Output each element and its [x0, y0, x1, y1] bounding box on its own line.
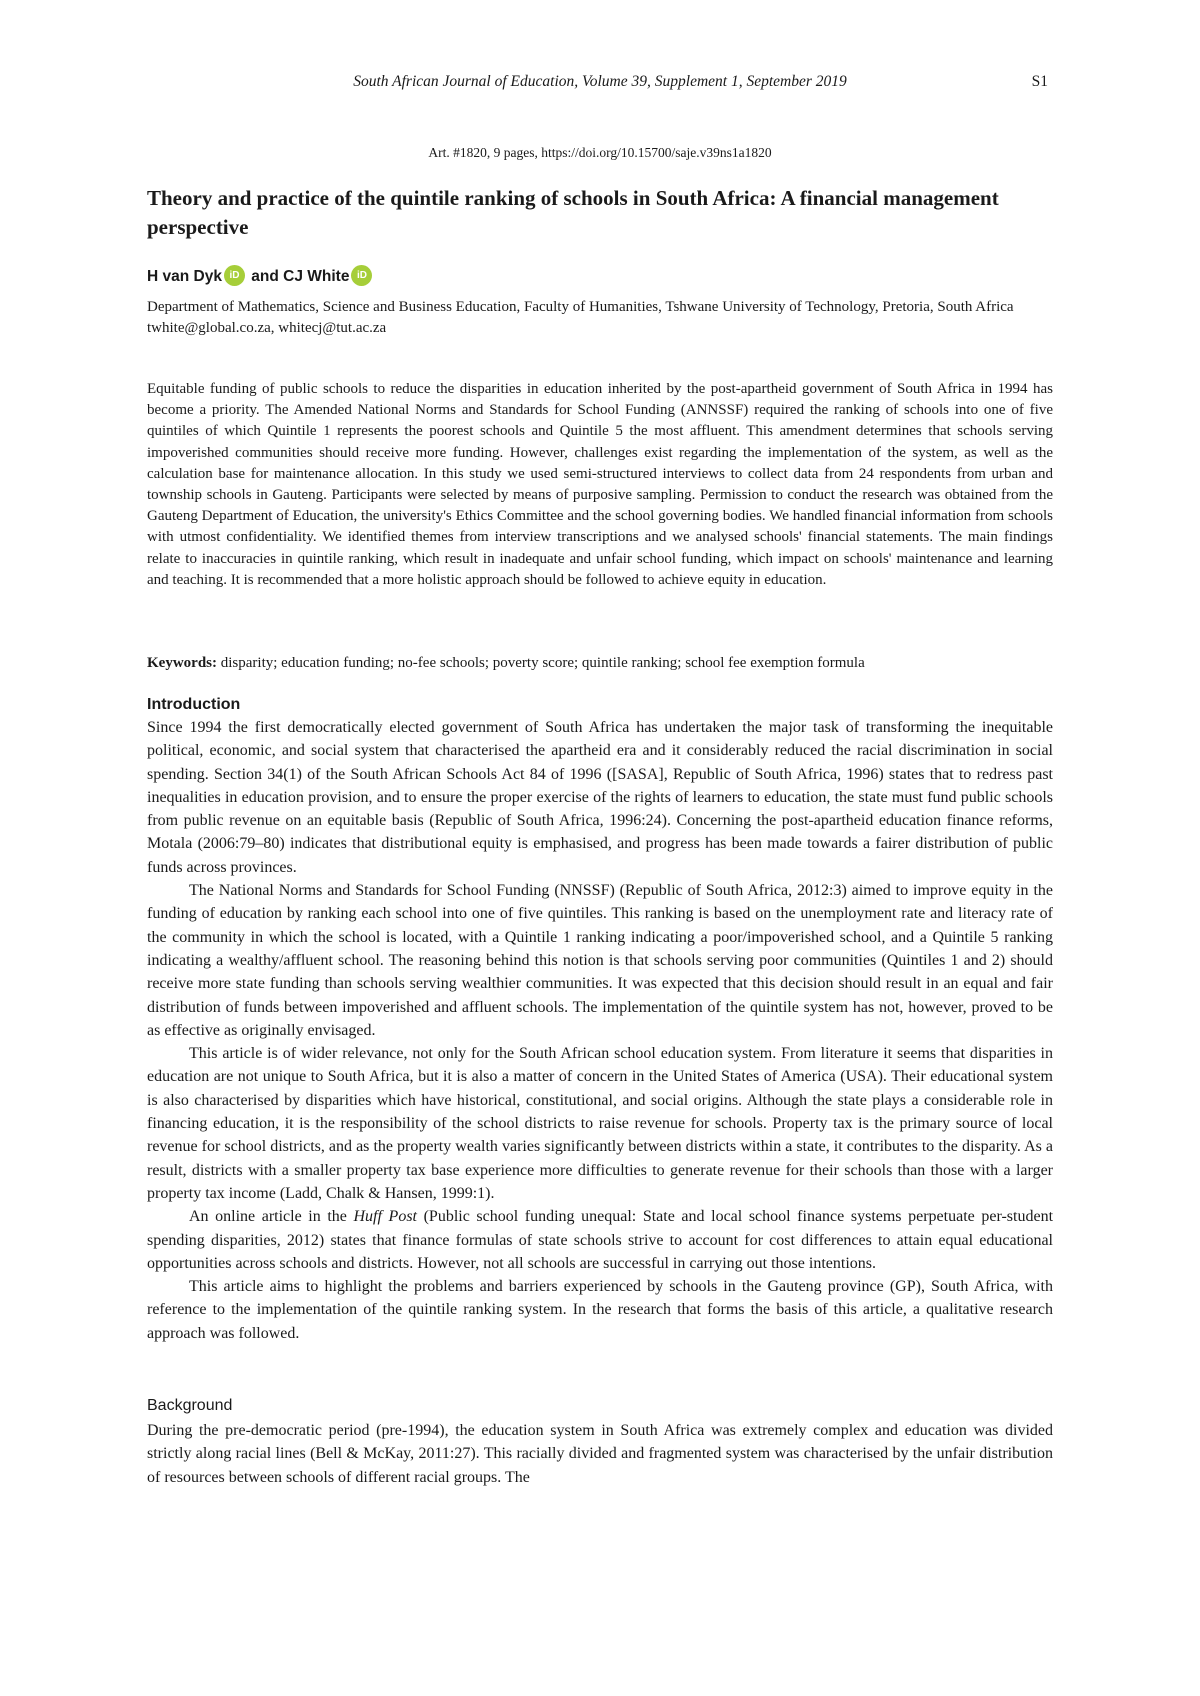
- paragraph-text: (Public school funding unequal: State and local school finance systems perpetuate per-student spending disparities, 2012) states that finance formulas of state schools strive to account for cost differences to attain equal educational opportunities across schools and districts. However, not all schools are successful in carrying out those intentions.: [147, 1208, 1054, 1272]
- journal-name: South African Journal of Education, Volume 39, Supplement 1, September 2019: [353, 73, 847, 90]
- author-emails[interactable]: twhite@global.co.za, whitecj@tut.ac.za: [147, 320, 387, 336]
- keywords-text: disparity; education funding; no-fee schools; poverty score; quintile ranking; school fee exemption formula: [220, 655, 865, 671]
- publication-name: Huff Post: [353, 1208, 417, 1226]
- keywords-label: Keywords:: [147, 655, 217, 671]
- orcid-icon[interactable]: iD: [351, 265, 372, 286]
- paragraph: [147, 1205, 1053, 1275]
- affiliation: [147, 297, 1053, 339]
- author-connector: and: [251, 268, 279, 285]
- section-heading-background: Background: [147, 1397, 233, 1414]
- affiliation-department: Department of Mathematics, Science and Business Education, Faculty of Humanities, Tshwane University of Technology, Pretoria, South Africa: [147, 299, 1014, 315]
- paragraph: The National Norms and Standards for School Funding (NNSSF) (Republic of South Africa, 2012:3) aimed to improve equity in the funding of education by ranking each school into one of five quintiles. This ranking is based on the unemployment rate and literacy rate of the community in which the school is located, with a Quintile 1 ranking indicating a poor/impoverished school, and a Quintile 5 ranking indicating a wealthy/affluent school. The reasoning behind this notion is that schools serving poor communities (Quintiles 1 and 2) should receive more state funding than schools serving wealthier communities. It was expected that this decision should result in an equal and fair distribution of funds between impoverished and affluent schools. The implementation of the quintile system has not, however, proved to be as effective as originally envisaged.: [147, 882, 1053, 1039]
- background-body: [147, 1419, 1053, 1489]
- keywords: [147, 653, 1053, 674]
- page-number: S1: [1031, 73, 1048, 90]
- author-name: CJ White: [283, 268, 350, 285]
- section-heading-introduction: Introduction: [147, 696, 241, 713]
- paragraph: During the pre-democratic period (pre-1994), the education system in South Africa was extremely complex and education was divided strictly along racial lines (Bell & McKay, 2011:27). This racially divided and fragmented system was characterised by the unfair distribution of resources between schools of different racial groups. The: [147, 1422, 1053, 1486]
- paragraph: This article is of wider relevance, not only for the South African school education system. From literature it seems that disparities in education are not unique to South Africa, but it is also a matter of concern in the United States of America (USA). Their educational system is also characterised by disparities which have historical, constitutional, and social origins. Although the state plays a considerable role in financing education, it is the responsibility of the school districts to raise revenue for schools. Property tax is the primary source of local revenue for school districts, and as the property wealth varies significantly between districts within a state, it contributes to the disparity. As a result, districts with a smaller property tax base experience more difficulties to generate revenue for their schools than those with a larger property tax income (Ladd, Chalk & Hansen, 1999:1).: [147, 1045, 1053, 1202]
- paragraph-text: An online article in the: [189, 1208, 354, 1226]
- introduction-body: [147, 716, 1053, 1345]
- author-line: [147, 265, 1053, 288]
- running-header: [0, 73, 1200, 97]
- paragraph: This article aims to highlight the problems and barriers experienced by schools in the Gauteng province (GP), South Africa, with reference to the implementation of the quintile ranking system. In the research that forms the basis of this article, a qualitative research approach was followed.: [147, 1278, 1053, 1342]
- paragraph: Since 1994 the first democratically elected government of South Africa has undertaken the major task of transforming the inequitable political, economic, and social system that characterised the apartheid era and it considerably reduced the racial discrimination in social spending. Section 34(1) of the South African Schools Act 84 of 1996 ([SASA], Republic of South Africa, 1996) states that to redress past inequalities in education provision, and to ensure the proper exercise of the rights of learners to education, the state must fund public schools from public revenue on an equitable basis (Republic of South Africa, 1996:24). Concerning the post-apartheid education finance reforms, Motala (2006:79–80) indicates that distributional equity is emphasised, and progress has been made towards a fairer distribution of public funds across provinces.: [147, 719, 1053, 876]
- article-title: Theory and practice of the quintile ranking of schools in South Africa: A financial management perspective: [147, 186, 999, 239]
- orcid-icon[interactable]: iD: [224, 265, 245, 286]
- abstract: Equitable funding of public schools to reduce the disparities in education inherited by the post-apartheid government of South Africa in 1994 has become a priority. The Amended National Norms and Standards for School Funding (ANNSSF) required the ranking of schools into one of five quintiles of which Quintile 1 represents the poorest schools and Quintile 5 the most affluent. This amendment determines that schools serving impoverished communities should receive more funding. However, challenges exist regarding the implementation of the system, as well as the calculation base for maintenance allocation. In this study we used semi-structured interviews to collect data from 24 respondents from urban and township schools in Gauteng. Participants were selected by means of purposive sampling. Permission to conduct the research was obtained from the Gauteng Department of Education, the university's Ethics Committee and the school governing bodies. We handled financial information from schools with utmost confidentiality. We identified themes from interview transcriptions and we analysed schools' financial statements. The main findings relate to inaccuracies in quintile ranking, which result in inadequate and unfair school funding, which impact on schools' maintenance and learning and teaching. It is recommended that a more holistic approach should be followed to achieve equity in education.: [147, 381, 1053, 588]
- author-name: H van Dyk: [147, 268, 222, 285]
- article-doi: Art. #1820, 9 pages, https://doi.org/10.15700/saje.v39ns1a1820: [428, 145, 772, 160]
